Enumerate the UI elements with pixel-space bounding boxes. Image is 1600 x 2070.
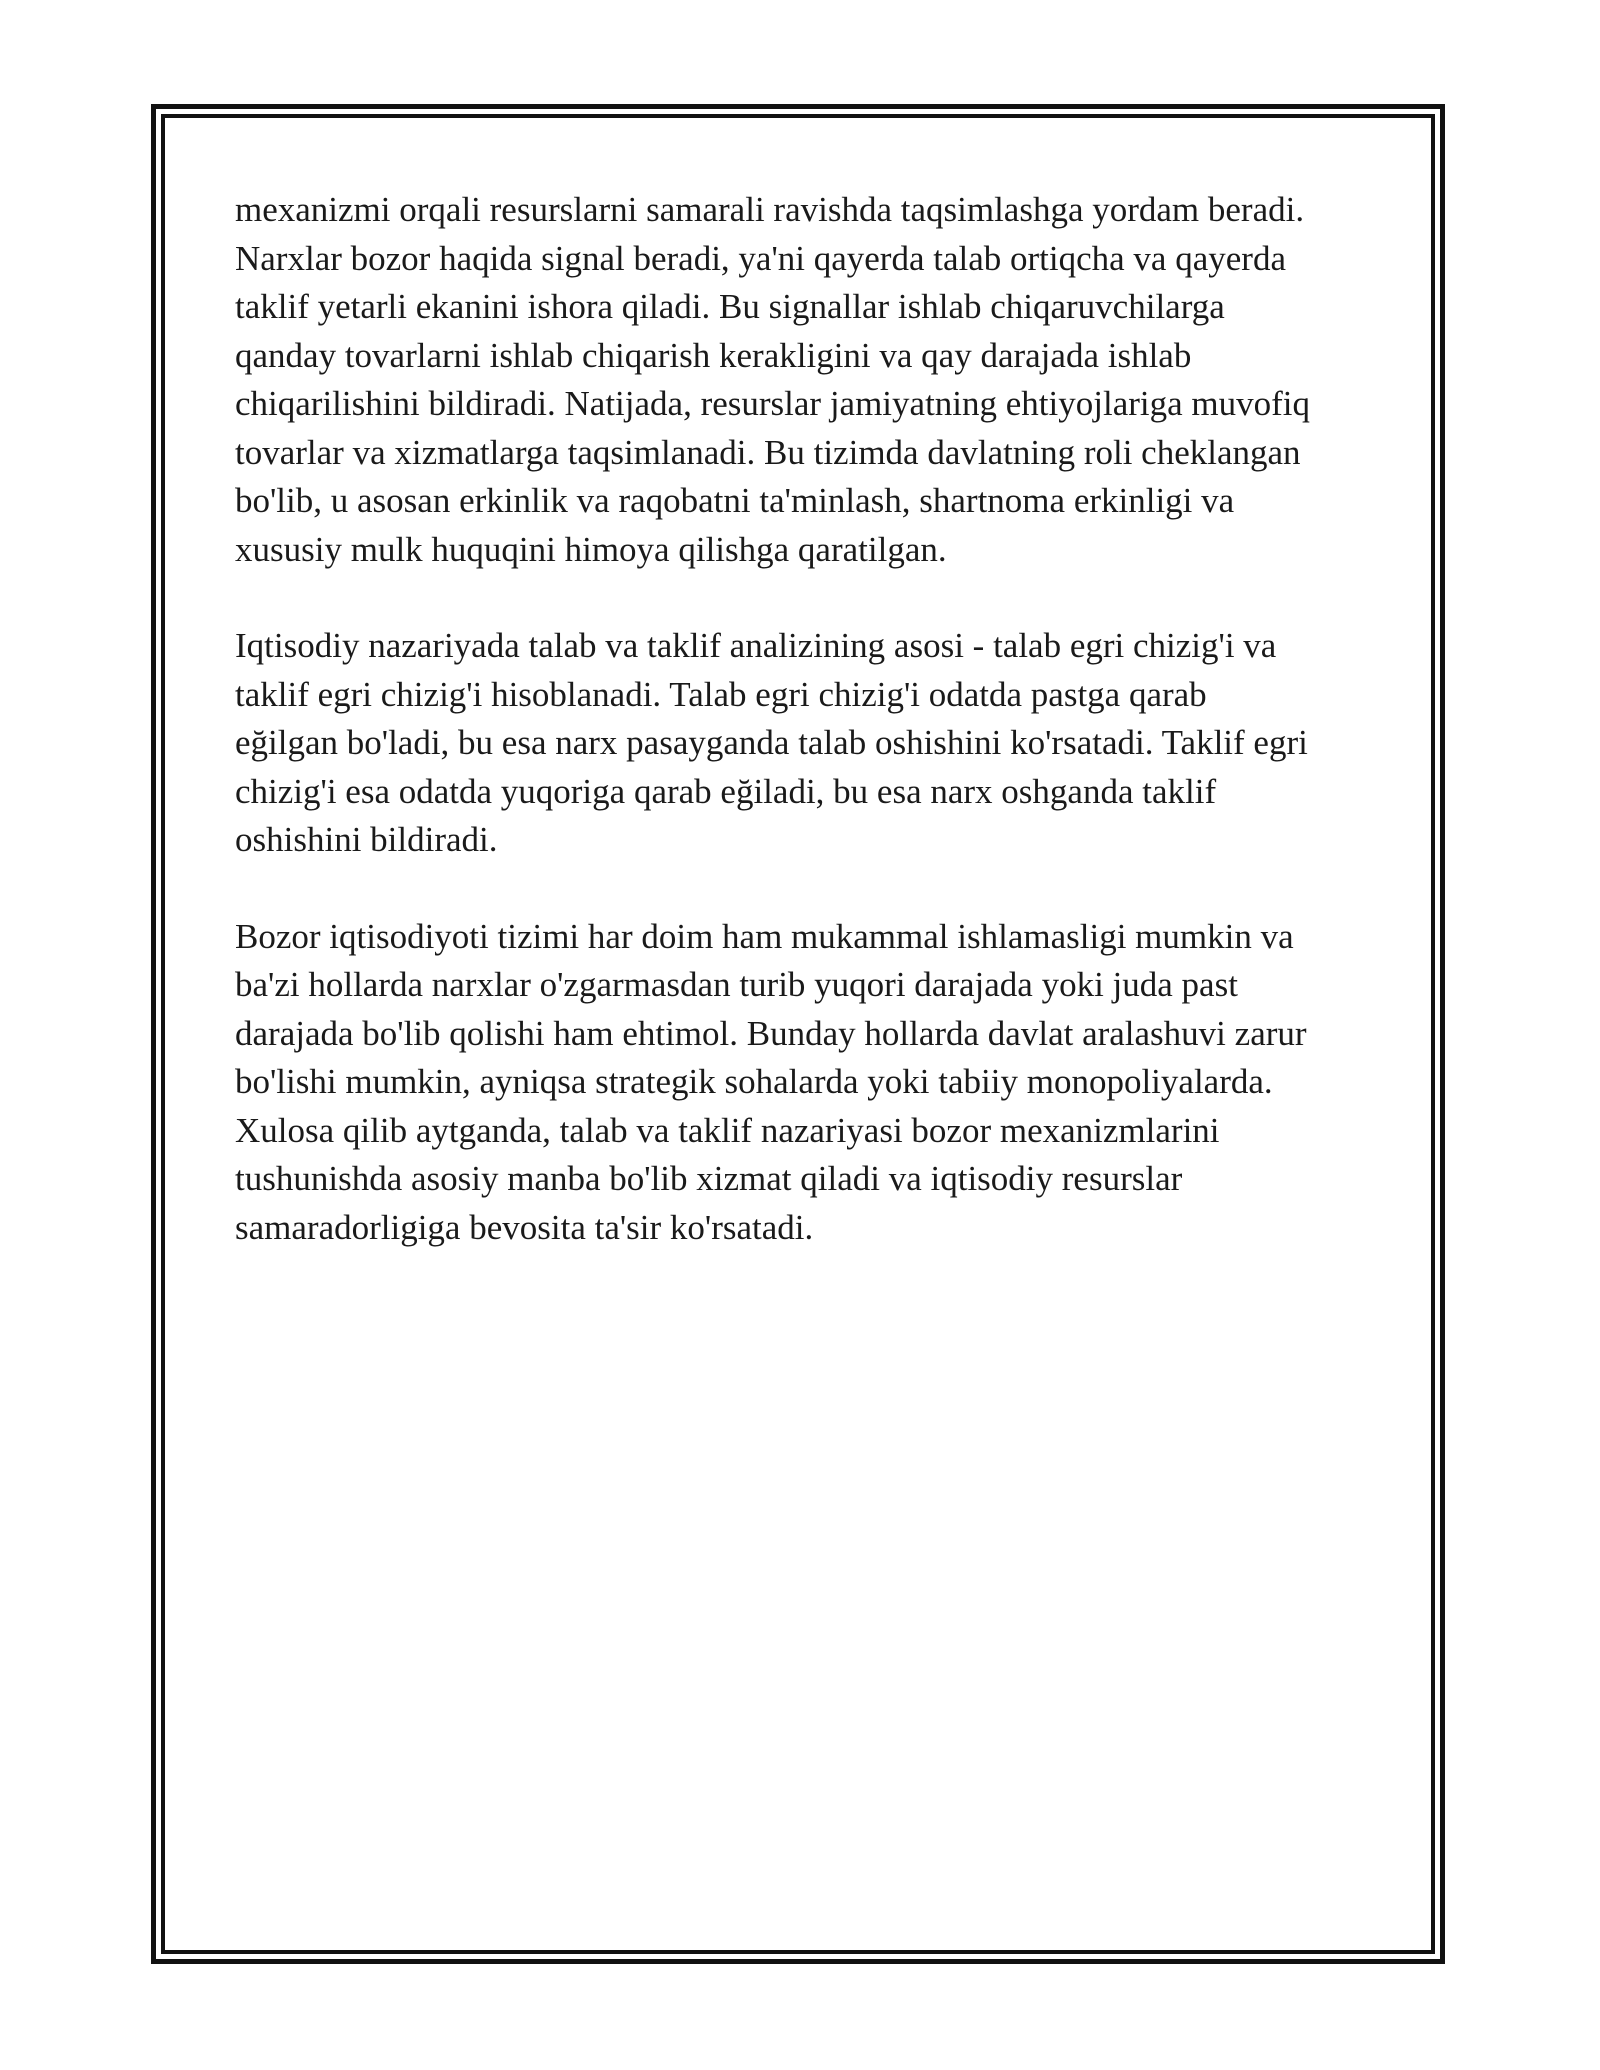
paragraph-market-mechanism: mexanizmi orqali resurslarni samarali ravishda taqsimlashga yordam beradi. Narxlar bozor haqida signal beradi, ya'ni qayerda talab ortiqcha va qayerda taklif yetarli ekanini ishora qiladi. Bu signallar ishlab chiqaruvchilarga qanday tovarlarni ishlab chiqarish kerakligini va qay darajada ishlab chiqarilishini bildiradi. Natijada, resurslar jamiyatning ehtiyojlariga muvofiq tovarlar va xizmatlarga taqsimlanadi. Bu tizimda davlatning roli cheklangan bo'lib, u asosan erkinlik va raqobatni ta'minlash, shartnoma erkinligi va xususiy mulk huquqini himoya qilishga qaratilgan. <box>235 190 1311 569</box>
paragraph-demand-supply-curves: Iqtisodiy nazariyada talab va taklif analizining asosi - talab egri chizig'i va taklif egri chizig'i hisoblanadi. Talab egri chizig'i odatda pastga qarab eğilgan bo'ladi, bu esa narx pasayganda talab oshishini ko'rsatadi. Taklif egri chizig'i esa odatda yuqoriga qarab eğiladi, bu esa narx oshganda taklif oshishini bildiradi. <box>235 626 1308 859</box>
paragraph-conclusion: Bozor iqtisodiyoti tizimi har doim ham mukammal ishlamasligi mumkin va ba'zi hollarda narxlar o'zgarmasdan turib yuqori darajada yoki juda past darajada bo'lib qolishi ham ehtimol. Bunday hollarda davlat aralashuvi zarur bo'lishi mumkin, ayniqsa strategik sohalarda yoki tabiiy monopoliyalarda. Xulosa qilib aytganda, talab va taklif nazariyasi bozor mexanizmlarini tushunishda asosiy manba bo'lib xizmat qiladi va iqtisodiy resurslar samaradorligiga bevosita ta'sir ko'rsatadi. <box>235 916 1307 1247</box>
document-body <box>235 186 1375 1300</box>
